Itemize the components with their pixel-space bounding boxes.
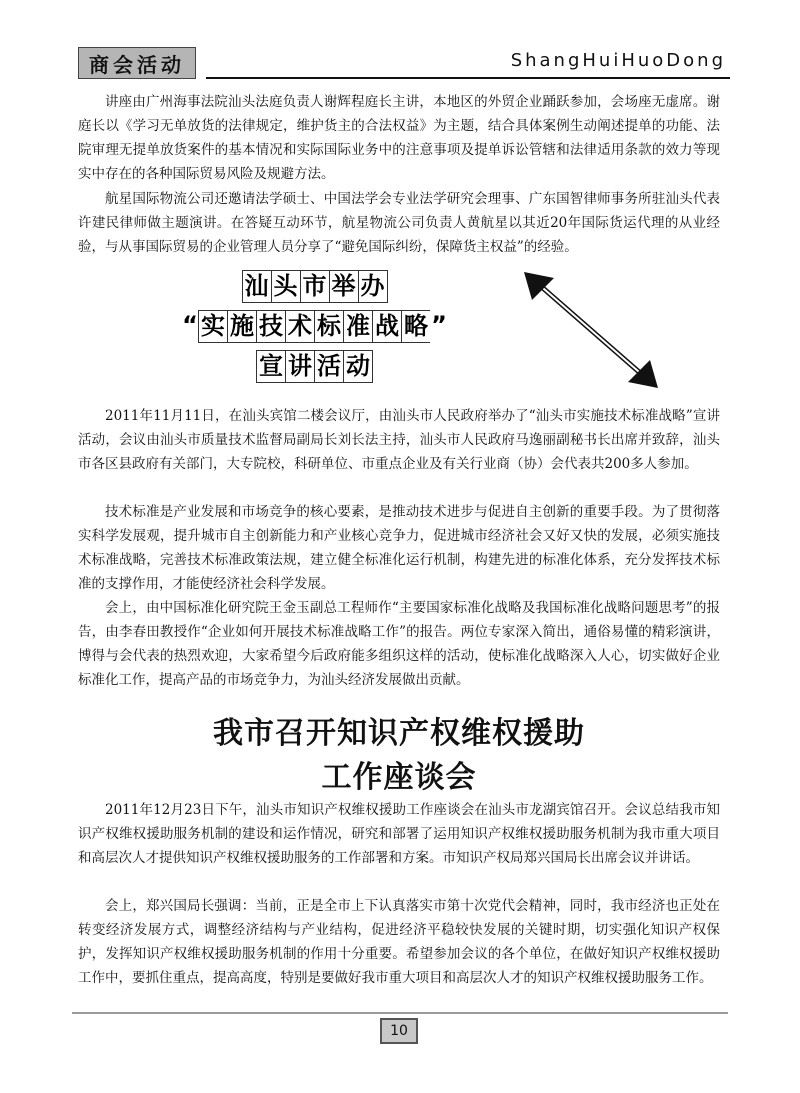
banner-char: 技 [256, 310, 286, 343]
paragraph-speech: 会上，郑兴国局长强调：当前，正是全市上下认真落实市第十次党代会精神，同时，我市经济也正处在转变经济发展方式，调整经济结构与产业结构，促进经济平稳较快发展的关键时期，切实强化知识产权保护，发挥知识产权维权援助服务机制的作用十分重要。希望参加会议的各个单位，在做好知识产权维权援助工作中，要抓住重点，提高高度，特别是要做好我市重大项目和高层次人才的知识产权维权援助服务工作。 [78, 898, 720, 986]
paragraph-standards: 技术标准是产业发展和市场竞争的核心要素，是推动技术进步与促进自主创新的重要手段。为了贯彻落实科学发展观，提升城市自主创新能力和产业核心竞争力，促进城市经济社会又好又快的发展，必须实施技术标准战略，完善技术标准政策法规，建立健全标准化运行机制，构建先进的标准化体系，充分发挥技术标准的支撑作用，才能使经济社会科学发展。 [78, 504, 720, 592]
paragraph-reports: 会上，由中国标准化研究院王金玉副总工程师作“主要国家标准化战略及我国标准化战略问题思考”的报告，由李春田教授作“企业如何开展技术标准战略工作”的报告。两位专家深入简出，通俗易懂的精彩演讲，博得与会代表的热烈欢迎，大家希望今后政府能多组织这样的活动，使标准化战略深入人心，切实做好企业标准化工作，提高产品的市场竞争力，为汕头经济发展做出贡献。 [78, 600, 720, 688]
banner-char: 宣 [256, 350, 286, 383]
section-label: 商会活动 [89, 52, 185, 77]
article-title-line-2: 工作座谈会 [321, 760, 477, 795]
banner-char: 市 [300, 270, 330, 303]
banner-char: 实 [198, 310, 228, 343]
banner-char: “ [181, 310, 199, 343]
banner-line-1 [155, 270, 475, 303]
banner-char: 战 [372, 310, 402, 343]
banner-char: 头 [271, 270, 301, 303]
paragraph-hangxing: 航星国际物流公司还邀请法学硕士、中国法学会专业法学研究会理事、广东国智律师事务所驻汕头代表许建民律师做主题演讲。在答疑互动环节，航星物流公司负责人黄航星以其近20年国际货运代理的从业经验，与从事国际贸易的企业管理人员分享了“避免国际纠纷，保障货主权益”的经验。 [78, 191, 720, 255]
banner-line-3 [155, 350, 475, 383]
banner-char: 标 [314, 310, 344, 343]
banner-char: 办 [358, 270, 388, 303]
banner-char: 施 [227, 310, 257, 343]
banner-heading [155, 270, 475, 390]
banner-char: 讲 [285, 350, 315, 383]
banner-char: 举 [329, 270, 359, 303]
banner-char: 汕 [242, 270, 272, 303]
paragraph-meeting: 2011年12月23日下午，汕头市知识产权维权援助工作座谈会在汕头市龙湖宾馆召开。会议总结我市知识产权维权援助服务机制的建设和运作情况，研究和部署了运用知识产权维权援助服务机制为我市重大项目和高层次人才提供知识产权维权援助服务的工作部署和方案。市知识产权局郑兴国局长出席会议并讲话。 [78, 802, 720, 866]
header-rule [206, 77, 730, 79]
banner-char: 略 [401, 310, 431, 343]
paragraph-event: 2011年11月11日，在汕头宾馆二楼会议厅，由汕头市人民政府举办了“汕头市实施技术标准战略”宣讲活动，会议由汕头市质量技术监督局副局长刘长法主持，汕头市人民政府马逸丽副秘书长出席并致辞，汕头市各区县政府有关部门，大专院校，科研单位、市重点企业及有关行业商（协）会代表共200多人参加。 [78, 408, 720, 472]
page-number: 10 [380, 1018, 418, 1044]
banner-line-2 [155, 310, 475, 343]
page-header [70, 40, 730, 82]
double-arrow-icon [516, 270, 666, 390]
brand-text: ShangHuiHuoDong [510, 50, 726, 71]
article-title-line-1: 我市召开知识产权维权援助 [213, 716, 585, 751]
banner-char: 术 [285, 310, 315, 343]
banner-char: 准 [343, 310, 373, 343]
section-badge [78, 47, 196, 79]
paragraph-lecture: 讲座由广州海事法院汕头法庭负责人谢辉程庭长主讲，本地区的外贸企业踊跃参加，会场座无虚席。谢庭长以《学习无单放货的法律规定，维护货主的合法权益》为主题，结合具体案例生动阐述提单的功能、法院审理无提单放货案件的基本情况和实际国际业务中的注意事项及提单诉讼管辖和法律适用条款的效力等现实中存在的各种国际贸易风险及规避方法。 [78, 94, 720, 182]
banner-char: ” [430, 310, 448, 343]
banner-char: 活 [314, 350, 344, 383]
footer-rule [72, 1012, 728, 1014]
banner-char: 动 [343, 350, 373, 383]
